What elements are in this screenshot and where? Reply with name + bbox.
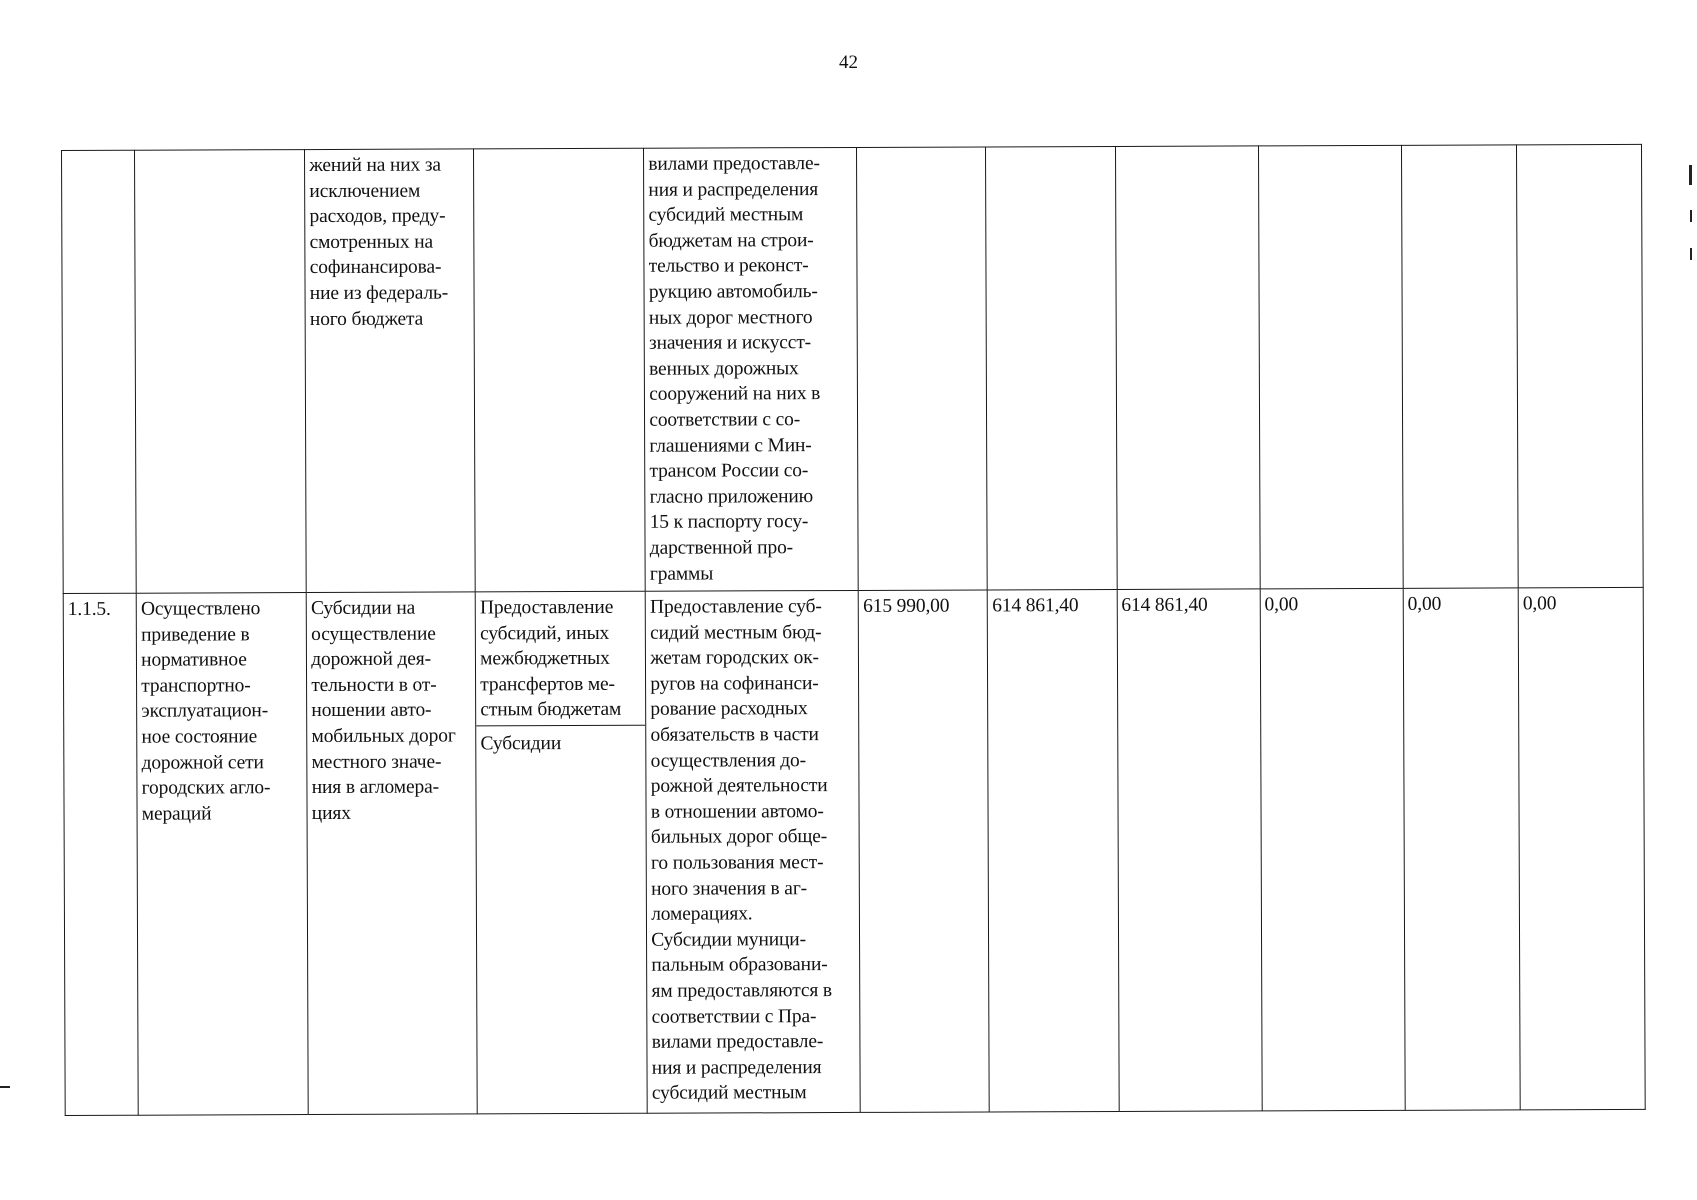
table-cell-value (1401, 145, 1518, 588)
table-cell-description (644, 147, 859, 591)
table-cell-number (63, 593, 138, 1115)
table-cell-measure (306, 592, 477, 1115)
table-row-continued (62, 144, 1644, 593)
table-cell-result (136, 593, 308, 1116)
value-1: 615 990,00 (863, 595, 950, 617)
result-text: Осуществлено приведение в нормативное транспортно- эксплуатацион- ное состояние дорожной сети городских агло- мераций (140, 598, 271, 825)
value-5: 0,00 (1407, 593, 1442, 615)
table-cell-measure (305, 149, 476, 593)
table-row-1-1-5 (63, 587, 1645, 1115)
description-continued-text: вилами предоставле- ния и распределения субсидий местным бюджетам на строи- тельство и реконст- рукцию автомобиль- ных дорог местного значения и искусст- венных дорожных сооружений на них в соответствии с со- глашениями с Мин- трансом России со- гласно приложению 15 к паспорту госу- дарственной про- граммы (648, 153, 821, 585)
table-cell-value (1117, 589, 1262, 1112)
type-top-text: Предоставление субсидий, иных межбюджетных трансфертов ме- стным бюджетам (476, 592, 646, 727)
table-cell-value (986, 146, 1117, 589)
scan-margin-mark (0, 1086, 10, 1088)
type-bottom-text: Субсидии (480, 733, 562, 755)
value-2: 614 861,40 (992, 595, 1079, 617)
table-cell-value (1517, 144, 1644, 587)
value-6: 0,00 (1522, 593, 1557, 615)
measure-continued-text: жений на них за исключением расходов, преду- смотренных на софинансирова- ние из федераль- ного бюджета (309, 154, 449, 330)
table-cell-type (474, 148, 646, 592)
scan-margin-mark (1690, 248, 1692, 260)
table-cell-result (135, 150, 307, 594)
value-3: 614 861,40 (1121, 594, 1208, 616)
measure-text: Субсидии на осуществление дорожной дея- тельности в от- ношении авто- мобильных дорог местного значе- ния в агломера- циях (310, 597, 456, 824)
table-cell-value (859, 590, 990, 1112)
table-cell-type (475, 591, 647, 1114)
table-cell-number (62, 150, 137, 593)
table-cell-value (857, 147, 988, 590)
table-cell-value (1258, 145, 1403, 589)
scan-margin-mark (1689, 165, 1692, 185)
value-4: 0,00 (1264, 594, 1299, 616)
table-cell-value (1260, 588, 1405, 1111)
table-cell-value (1115, 146, 1260, 590)
page-number: 42 (839, 52, 858, 73)
table-cell-value (1403, 588, 1520, 1110)
table-cell-description (645, 590, 860, 1113)
description-text: Предоставление суб- сидий местным бюд- жетам городских ок- ругов на софинанси- рование расходных обязательств в части осуществления до- рожной деятельности в отношении автомо- бильных дорог обще- го пользования мест- ного значения в аг- ломерациях. Субсидии муници- пальным образовани- ям предоставляются в соответствии с Пра- вилами предоставле- ния и распределения субсидий местным (649, 596, 832, 1105)
scan-margin-mark (1690, 210, 1692, 222)
row-number: 1.1.5. (67, 598, 111, 620)
table-cell-value (1518, 587, 1645, 1109)
table-cell-value (988, 589, 1119, 1111)
program-table (61, 144, 1646, 1116)
